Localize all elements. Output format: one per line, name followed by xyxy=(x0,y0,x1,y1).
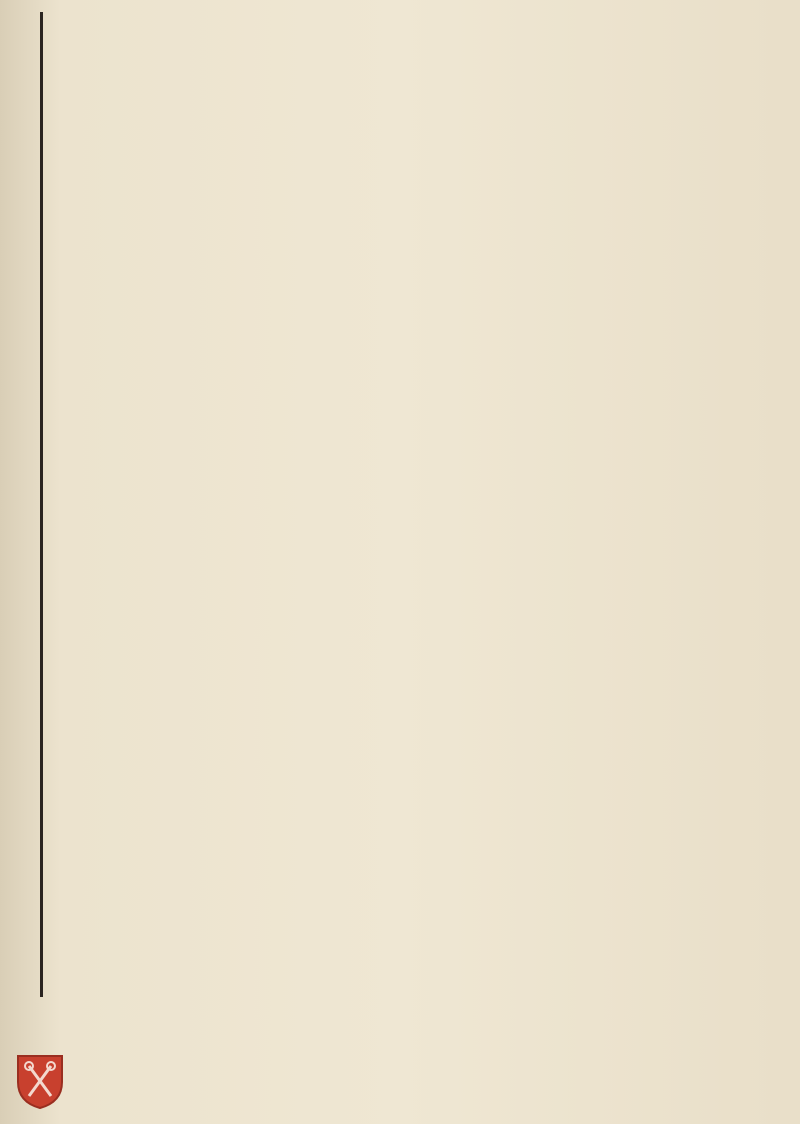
papal-keys-logo xyxy=(14,1052,66,1110)
margin-note-bottom xyxy=(636,916,736,933)
chapter-summary-line xyxy=(90,218,630,240)
chapter-summary-line xyxy=(90,240,630,262)
running-head xyxy=(0,34,800,58)
left-margin-rule xyxy=(40,12,43,997)
